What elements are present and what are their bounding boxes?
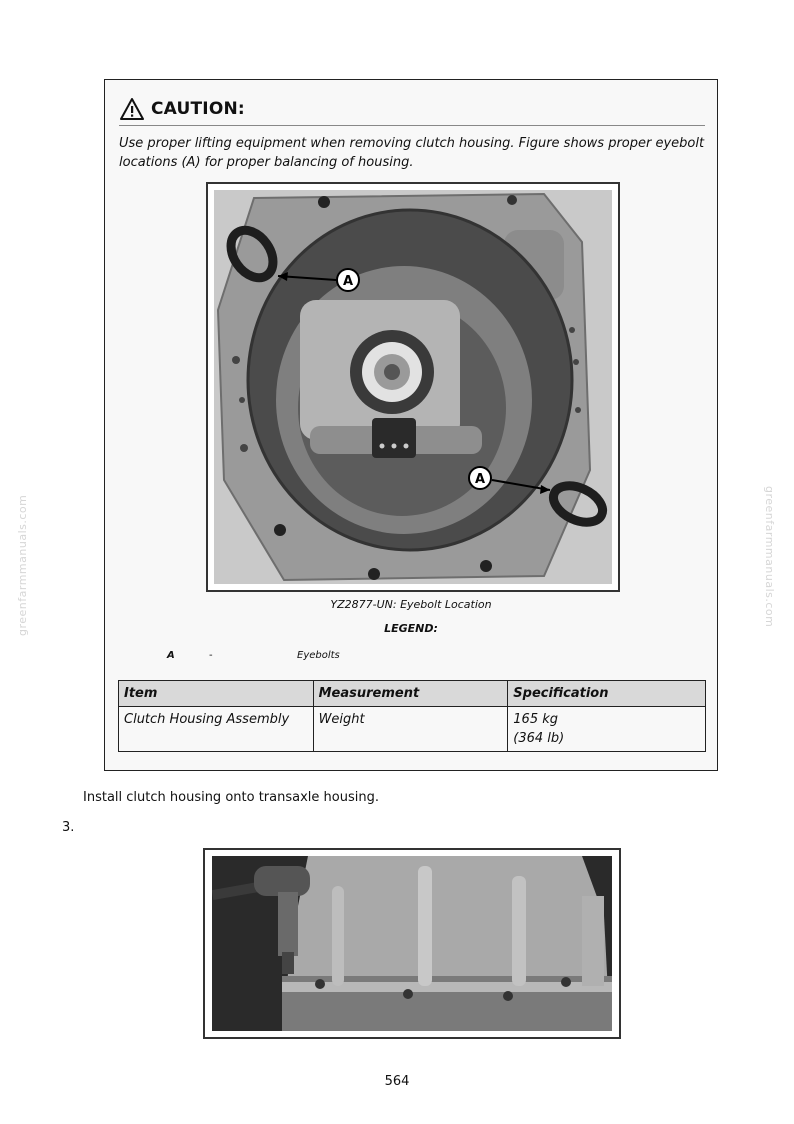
- callout-a-bottom: A: [474, 472, 486, 487]
- legend-dash: -: [209, 650, 213, 661]
- header-item: Item: [119, 681, 314, 707]
- step-number: 3.: [62, 820, 75, 835]
- cell-measurement: Weight: [313, 707, 508, 752]
- cell-specification: [508, 707, 706, 752]
- watermark-right: greenfarmmanuals.com: [763, 486, 776, 628]
- caution-text: Use proper lifting equipment when removing clutch housing. Figure shows proper eyebolt locations (A) for proper balancing of housing.: [119, 136, 705, 170]
- clutch-housing-photo: [214, 190, 612, 584]
- caution-title: CAUTION:: [151, 98, 245, 119]
- header-measurement: Measurement: [313, 681, 508, 707]
- step-instruction: Install clutch housing onto transaxle housing.: [83, 790, 379, 805]
- spec-line-1: 165 kg: [513, 712, 559, 727]
- callout-a-top: A: [342, 274, 354, 289]
- caution-header: [119, 92, 705, 126]
- eyebolt-location-figure: [206, 182, 620, 592]
- table-row: [119, 707, 706, 752]
- transaxle-housing-figure: [203, 848, 621, 1039]
- legend-key: A: [167, 650, 175, 661]
- table-header-row: [119, 681, 706, 707]
- spec-line-2: (364 lb): [513, 731, 565, 746]
- legend-value: Eyebolts: [297, 650, 340, 661]
- figure-caption: YZ2877-UN: Eyebolt Location: [330, 598, 492, 611]
- warning-triangle-icon: [119, 97, 145, 121]
- cell-item: Clutch Housing Assembly: [119, 707, 314, 752]
- legend-title: LEGEND:: [384, 622, 438, 635]
- spec-table: [118, 680, 706, 752]
- header-specification: Specification: [508, 681, 706, 707]
- caution-box: [104, 79, 718, 771]
- page-number: 564: [384, 1074, 410, 1089]
- transaxle-housing-photo: [212, 856, 612, 1031]
- watermark-left: greenfarmmanuals.com: [16, 494, 29, 636]
